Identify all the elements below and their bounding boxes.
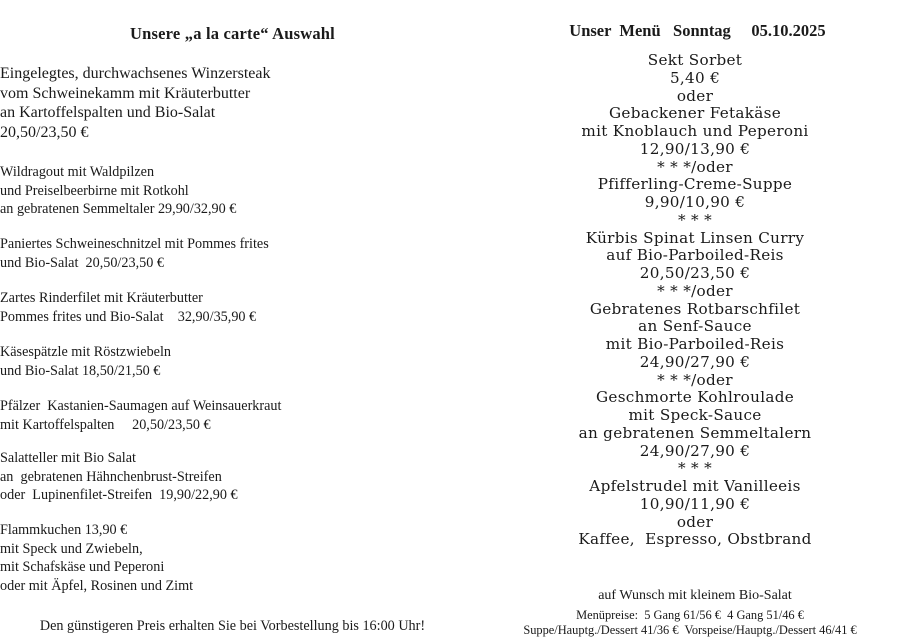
dish-line: Pommes frites und Bio-Salat 32,90/35,90 €	[0, 308, 257, 325]
menu-line: 24,90/27,90 €	[639, 352, 751, 371]
dish-line: Paniertes Schweineschnitzel mit Pommes frites	[0, 236, 269, 252]
sunday-menu	[490, 52, 900, 549]
dish-rinderfilet	[0, 289, 465, 326]
dish-winzersteak	[0, 64, 465, 142]
menu-line: mit Speck-Sauce	[628, 406, 762, 424]
dish-schweineschnitzel	[0, 235, 465, 272]
menu-line: Gebratenes Rotbarschfilet	[589, 299, 801, 318]
menu-line: Sekt Sorbet	[647, 51, 743, 69]
dish-line: vom Schweinekamm mit Kräuterbutter	[0, 84, 251, 102]
menu-line: Gebackener Fetakäse	[608, 104, 782, 123]
menu-line: mit Knoblauch und Peperoni	[581, 122, 809, 140]
menu-line: auf Bio-Parboiled-Reis	[606, 246, 784, 265]
menu-line: * * */oder	[657, 157, 733, 176]
menu-line: oder	[676, 86, 714, 105]
dish-line: mit Kartoffelspalten 20,50/23,50 €	[0, 416, 211, 433]
menu-line: Pfifferling-Creme-Suppe	[597, 175, 793, 194]
menu-line: Kürbis Spinat Linsen Curry	[585, 228, 805, 247]
menu-line: 20,50/23,50 €	[639, 264, 751, 282]
menu-line: * * *	[678, 459, 712, 478]
dish-line: an Kartoffelspalten und Bio-Salat	[0, 104, 216, 121]
dish-line: und Bio-Salat 18,50/21,50 €	[0, 362, 161, 379]
dish-price: 20,50/23,50 €	[0, 123, 89, 141]
menu-line: * * *	[678, 210, 712, 229]
dish-line: und Preiselbeerbirne mit Rotkohl	[0, 182, 189, 199]
menu-line: * * */oder	[657, 370, 733, 389]
dish-wildragout	[0, 163, 465, 219]
menu-line: mit Bio-Parboiled-Reis	[605, 335, 785, 353]
dish-line: Eingelegtes, durchwachsenes Winzersteak	[0, 65, 271, 82]
dish-salatteller	[0, 449, 465, 505]
dish-saumagen	[0, 397, 465, 434]
menu-line: 12,90/13,90 €	[639, 139, 751, 158]
menu-line: 10,90/11,90 €	[639, 494, 751, 513]
menu-line: an gebratenen Semmeltalern	[578, 423, 812, 442]
preorder-footer: Den günstigeren Preis erhalten Sie bei Vorbestellung bis 16:00 Uhr!	[39, 618, 426, 634]
menu-line: * * */oder	[657, 281, 733, 300]
menu-line: Geschmorte Kohlroulade	[595, 388, 795, 407]
dish-line: Käsespätzle mit Röstzwiebeln	[0, 344, 171, 360]
bio-salat-note: auf Wunsch mit kleinem Bio-Salat	[598, 588, 792, 603]
dish-line: mit Speck und Zwiebeln,	[0, 540, 143, 557]
a-la-carte-title: Unsere „a la carte“ Auswahl	[130, 24, 335, 43]
dish-line: oder mit Äpfel, Rosinen und Zimt	[0, 577, 194, 594]
menu-line: 5,40 €	[669, 68, 721, 87]
dish-kaesespaetzle	[0, 343, 465, 380]
menu-line: 24,90/27,90 €	[639, 441, 751, 460]
dish-line: mit Schafskäse und Peperoni	[0, 559, 165, 575]
dish-line: oder Lupinenfilet-Streifen 19,90/22,90 €	[0, 487, 238, 503]
sunday-menu-title: Unser Menü Sonntag 05.10.2025	[569, 21, 826, 40]
menu-line: 9,90/10,90 €	[644, 193, 746, 211]
menu-line: an Senf-Sauce	[638, 317, 752, 336]
dish-line: an gebratenen Semmeltaler 29,90/32,90 €	[0, 201, 237, 217]
dish-line: Flammkuchen 13,90 €	[0, 522, 128, 538]
dish-line: Pfälzer Kastanien-Saumagen auf Weinsauerkraut	[0, 398, 282, 414]
dish-line: Zartes Rinderfilet mit Kräuterbutter	[0, 290, 203, 306]
dish-line: und Bio-Salat 20,50/23,50 €	[0, 254, 164, 271]
dish-line: an gebratenen Hähnchenbrust-Streifen	[0, 468, 222, 485]
menu-line: oder	[676, 512, 714, 531]
dish-line: Salatteller mit Bio Salat	[0, 450, 136, 466]
menu-price-line: Suppe/Hauptg./Dessert 41/36 € Vorspeise/Hauptg./Dessert 46/41 €	[523, 623, 857, 637]
dish-flammkuchen	[0, 521, 465, 595]
menu-prices	[480, 608, 900, 638]
menu-price-line: Menüpreise: 5 Gang 61/56 € 4 Gang 51/46 €	[576, 608, 804, 622]
menu-line: Apfelstrudel mit Vanilleeis	[589, 477, 801, 495]
dish-line: Wildragout mit Waldpilzen	[0, 164, 155, 180]
menu-line: Kaffee, Espresso, Obstbrand	[578, 530, 812, 549]
